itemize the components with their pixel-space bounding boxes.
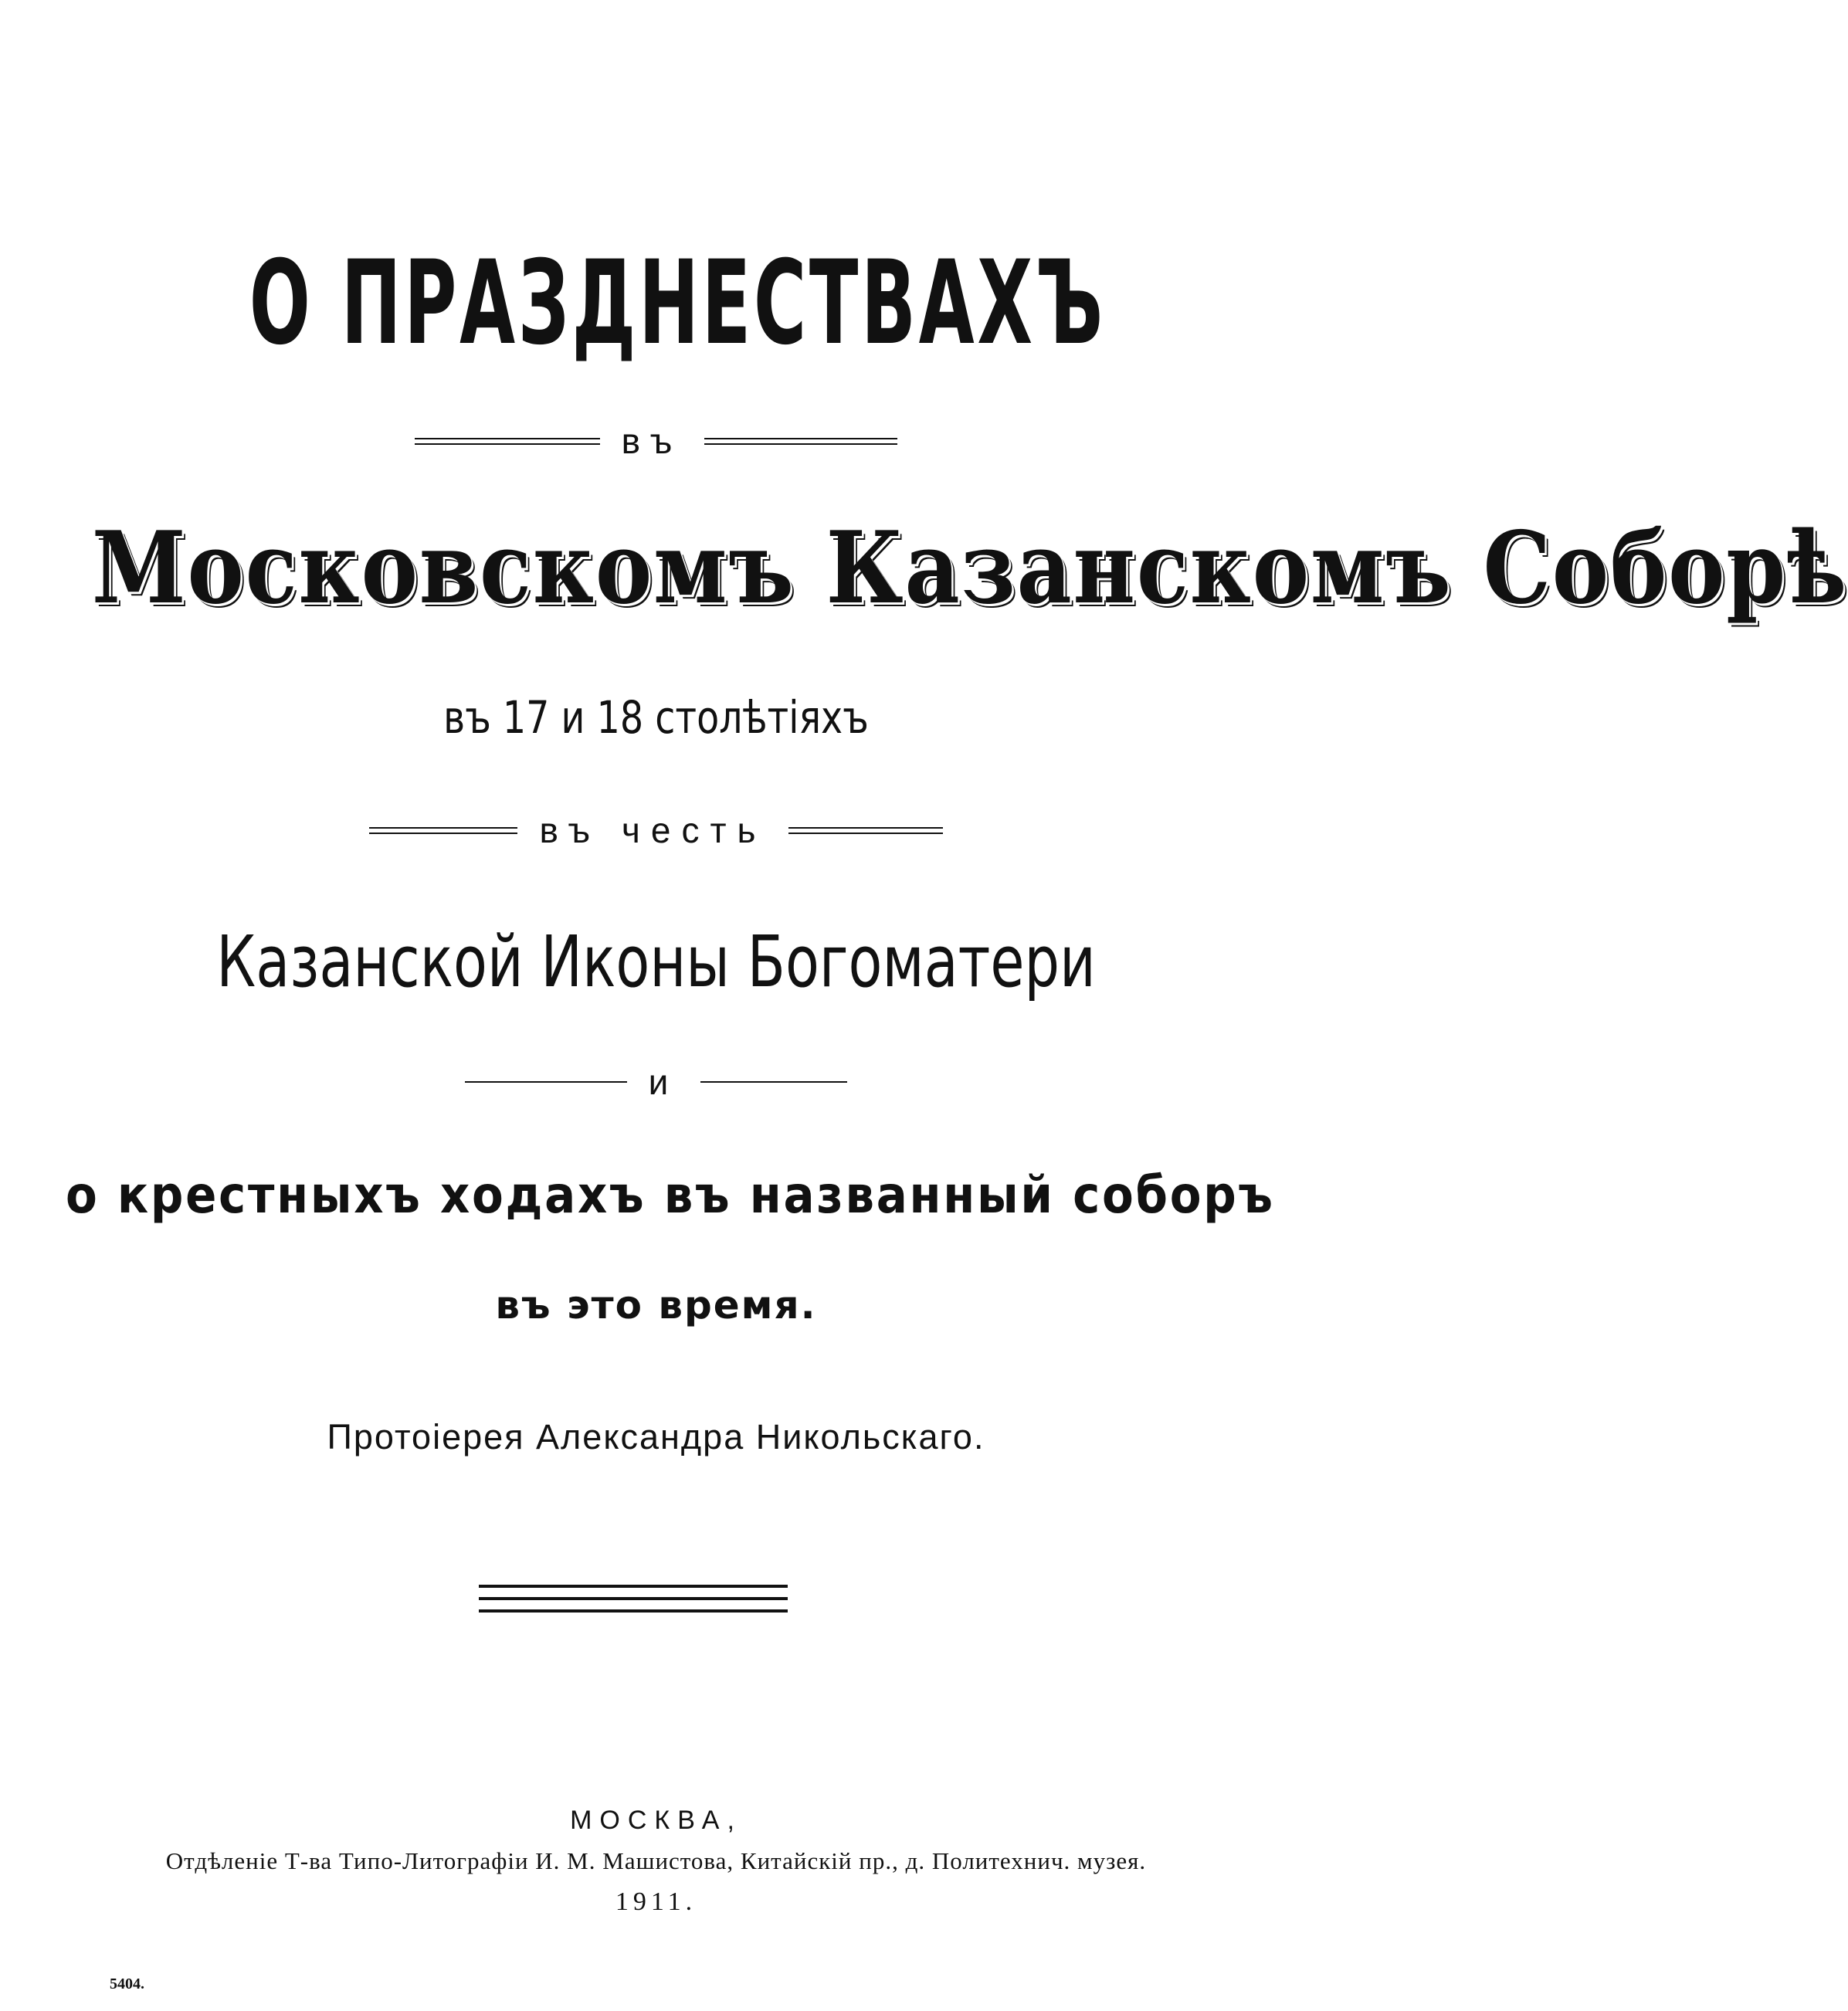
word-v: въ bbox=[621, 421, 683, 461]
left-rule bbox=[465, 1081, 627, 1083]
cathedral-title: Московскомъ Казанскомъ Соборѣ bbox=[91, 510, 1848, 626]
separator-and bbox=[0, 1064, 1312, 1100]
rule-top bbox=[479, 1585, 788, 1588]
imprint-city: МОСКВА, bbox=[570, 1806, 742, 1835]
catalog-code: 5404. bbox=[110, 1975, 144, 1992]
left-double-rule bbox=[369, 827, 517, 834]
words-honor: въ честь bbox=[539, 810, 767, 850]
this-time-line: въ это время. bbox=[495, 1283, 817, 1328]
right-double-rule bbox=[788, 827, 943, 834]
icon-title: Казанской Иконы Богоматери bbox=[216, 921, 1096, 1003]
imprint-printer: Отдѣленіе Т-ва Типо-Литографіи И. М. Машистова, Китайскій пр., д. Политехнич. музея. bbox=[165, 1847, 1147, 1874]
decorative-rule-block bbox=[479, 1585, 788, 1613]
left-double-rule bbox=[415, 438, 600, 445]
imprint-year: 1911. bbox=[615, 1887, 697, 1916]
main-title: О ПРАЗДНЕСТВАХЪ bbox=[249, 236, 1106, 371]
separator-v bbox=[0, 423, 1312, 459]
processions-line: о крестныхъ ходахъ въ названный соборъ bbox=[65, 1165, 1275, 1225]
word-and: и bbox=[648, 1062, 680, 1102]
right-double-rule bbox=[704, 438, 897, 445]
right-rule bbox=[700, 1081, 847, 1083]
author-line: Протоіерея Александра Никольскаго. bbox=[327, 1417, 985, 1457]
rule-bottom bbox=[479, 1609, 788, 1613]
centuries-line: въ 17 и 18 столѣтіяхъ bbox=[443, 691, 869, 744]
separator-honor bbox=[0, 812, 1312, 848]
rule-middle bbox=[479, 1597, 788, 1600]
